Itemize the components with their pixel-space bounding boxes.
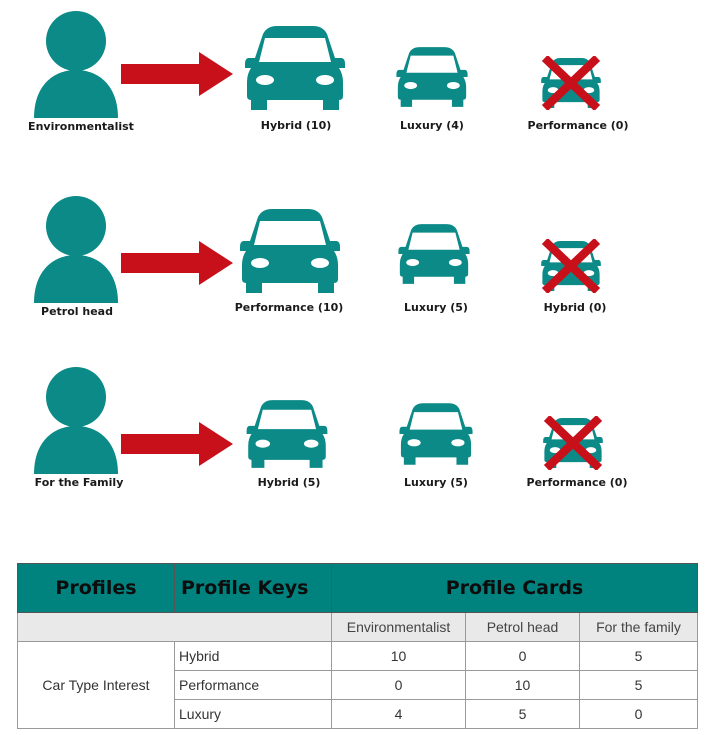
car-label: Hybrid (0) [543, 301, 607, 314]
car-label: Performance (0) [527, 119, 629, 132]
car-icon-performance [238, 207, 342, 295]
column-environmentalist: Environmentalist [332, 613, 466, 642]
car-crossed-icon [540, 239, 602, 293]
row-key: Performance [175, 671, 332, 700]
car-label: Hybrid (10) [260, 119, 332, 132]
subheader-empty [18, 613, 332, 642]
profile-label: Petrol head [41, 305, 113, 318]
row-key: Luxury [175, 700, 332, 729]
car-label: Luxury (4) [400, 119, 464, 132]
person-icon [31, 193, 121, 303]
car-icon-luxury [397, 221, 471, 287]
column-for-the-family: For the family [580, 613, 698, 642]
cell-value: 4 [332, 700, 466, 729]
arrow-icon [121, 422, 233, 466]
row-group-car-type-interest: Car Type Interest [18, 642, 175, 729]
arrow-icon [121, 241, 233, 285]
car-crossed-icon [540, 56, 602, 110]
cell-value: 10 [332, 642, 466, 671]
car-label: Luxury (5) [404, 301, 468, 314]
cell-value: 0 [332, 671, 466, 700]
cell-value: 10 [466, 671, 580, 700]
car-icon-luxury [395, 44, 469, 110]
car-label: Luxury (5) [404, 476, 468, 489]
cell-value: 5 [466, 700, 580, 729]
header-profile-cards: Profile Cards [332, 564, 698, 613]
profile-row-1 [0, 0, 706, 160]
car-icon-hybrid [243, 24, 347, 112]
profile-row-2 [0, 185, 706, 345]
car-crossed-icon [542, 416, 604, 470]
car-label: Performance (0) [526, 476, 628, 489]
person-icon [31, 8, 121, 118]
car-label: Hybrid (5) [257, 476, 321, 489]
cell-value: 0 [580, 700, 698, 729]
cell-value: 5 [580, 671, 698, 700]
header-profile-keys: Profile Keys [175, 564, 332, 613]
cell-value: 0 [466, 642, 580, 671]
arrow-icon [121, 52, 233, 96]
table-row [18, 642, 698, 671]
profile-label: For the Family [34, 476, 124, 489]
car-label: Performance (10) [234, 301, 344, 314]
profile-label: Environmentalist [28, 120, 134, 133]
person-icon [31, 364, 121, 474]
profile-table [17, 563, 697, 729]
column-petrol-head: Petrol head [466, 613, 580, 642]
header-profiles: Profiles [18, 564, 175, 613]
row-key: Hybrid [175, 642, 332, 671]
car-icon-hybrid [245, 398, 329, 470]
profile-row-3 [0, 360, 706, 520]
car-icon-luxury [398, 400, 474, 468]
cell-value: 5 [580, 642, 698, 671]
